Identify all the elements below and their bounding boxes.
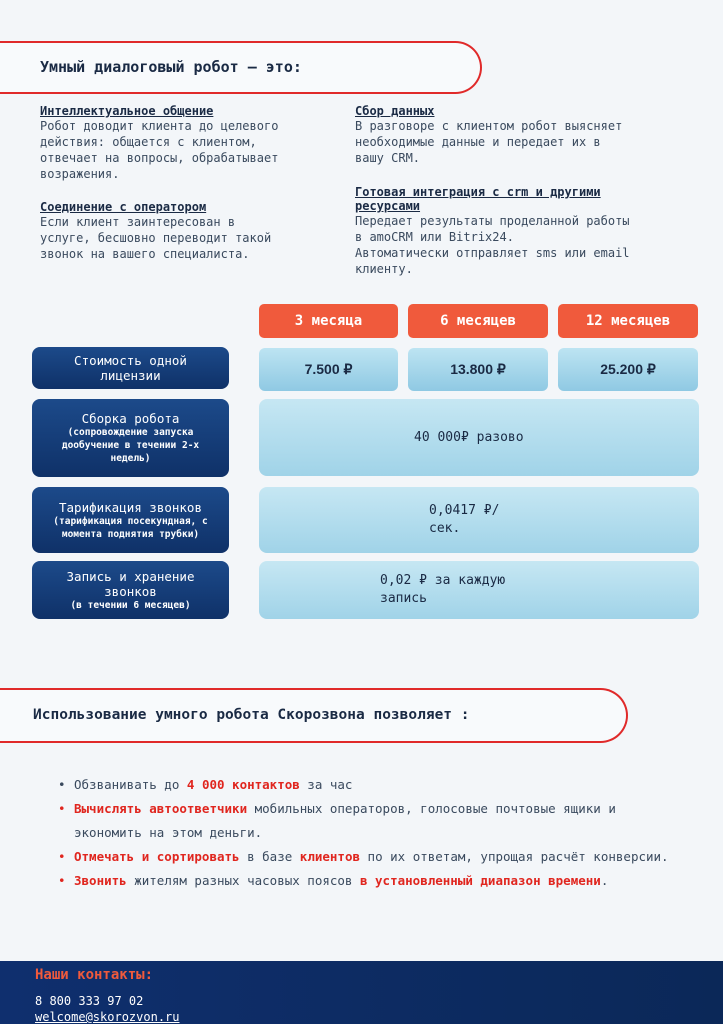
feature-title: Соединение с оператором	[40, 200, 207, 214]
period-12-months: 12 месяцев	[558, 304, 698, 338]
period-3-months: 3 месяца	[259, 304, 398, 338]
feature-operator-connection	[40, 200, 340, 262]
feature-title: Готовая интеграция с crm и другими ресурсами	[355, 185, 601, 213]
price-6-months: 13.800 ₽	[408, 348, 548, 391]
row-label-storage: Запись и хранение звонков (в течении 6 месяцев)	[32, 561, 229, 619]
section-title-benefits: Использование умного робота Скорозвона позволяет :	[33, 707, 470, 723]
value-billing: 0,0417 ₽/ сек.	[259, 487, 699, 553]
section-title-robot: Умный диалоговый робот – это:	[40, 58, 302, 76]
row-label-billing: Тарификация звонков (тарификация посекундная, с момента поднятия трубки)	[32, 487, 229, 553]
footer	[0, 961, 723, 1024]
row-label-license: Стоимость одной лицензии	[32, 347, 229, 389]
feature-text: Робот доводит клиента до целевого действия: общается с клиентом, отвечает на вопросы, обрабатывает возражения.	[40, 119, 279, 181]
benefits-list	[58, 773, 718, 893]
price-12-months: 25.200 ₽	[558, 348, 698, 391]
list-item: • Звонить жителям разных часовых поясов в установленный диапазон времени.	[58, 873, 609, 888]
feature-intellectual-communication	[40, 104, 340, 182]
feature-text: Передает результаты проделанной работы в amoCRM или Bitrix24. Автоматически отправляет sms или email клиенту.	[355, 214, 630, 276]
feature-text: Если клиент заинтересован в услуге, бесшовно переводит такой звонок на вашего специалиста.	[40, 215, 272, 261]
feature-crm-integration	[355, 185, 695, 277]
value-storage: 0,02 ₽ за каждую запись	[259, 561, 699, 619]
feature-data-collection	[355, 104, 695, 166]
footer-email[interactable]: welcome@skorozvon.ru	[35, 1010, 180, 1024]
list-item: • Вычислять автоответчики мобильных операторов, голосовые почтовые ящики и экономить на этом деньги.	[58, 801, 616, 840]
period-6-months: 6 месяцев	[408, 304, 548, 338]
footer-title: Наши контакты:	[35, 967, 154, 983]
footer-phone[interactable]: 8 800 333 97 02	[35, 994, 144, 1008]
list-item: • Отмечать и сортировать в базе клиентов по их ответам, упрощая расчёт конверсии.	[58, 849, 669, 864]
feature-title: Интеллектуальное общение	[40, 104, 214, 118]
feature-text: В разговоре с клиентом робот выясняет необходимые данные и передает их в вашу CRM.	[355, 119, 623, 165]
price-3-months: 7.500 ₽	[259, 348, 398, 391]
list-item: • Обзванивать до 4 000 контактов за час	[58, 777, 353, 792]
value-assembly: 40 000₽ разово	[259, 399, 699, 476]
feature-title: Сбор данных	[355, 104, 435, 118]
row-label-assembly: Сборка робота (сопровождение запуска дообучение в течении 2-х недель)	[32, 399, 229, 477]
